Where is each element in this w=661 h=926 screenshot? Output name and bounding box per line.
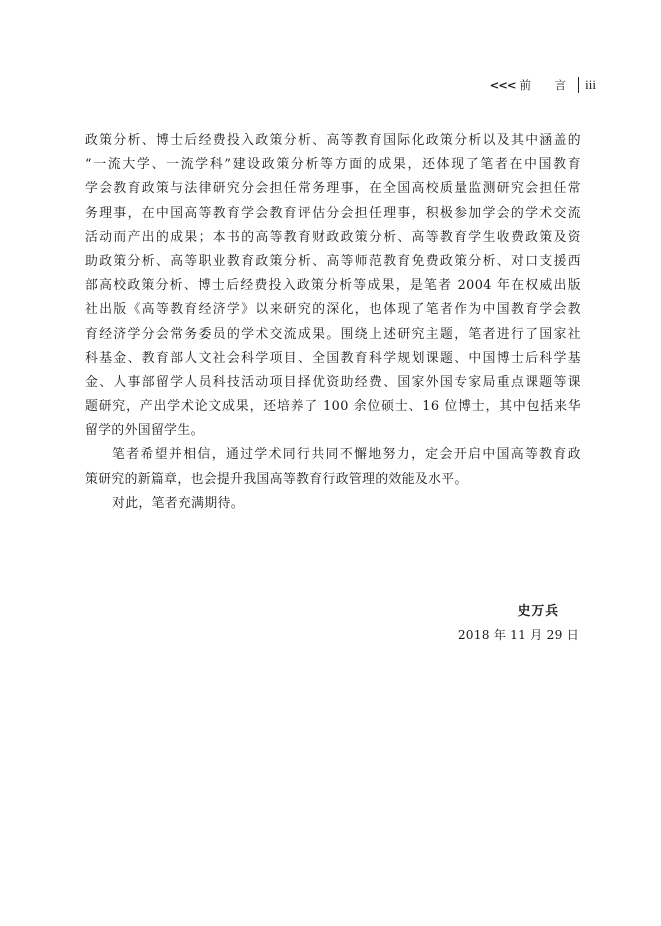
text-line: 题研究，产出学术论文成果，还培养了 100 余位硕士、16 位博士，其中包括来华 [85, 399, 581, 415]
text-line: 留学的外国留学生。 [85, 423, 204, 439]
text-line: 育经济学分会常务委员的学术交流成果。围绕上述研究主题，笔者进行了国家社 [85, 326, 581, 342]
text-line: 科基金、教育部人文社会科学项目、全国教育科学规划课题、中国博士后科学基 [85, 350, 581, 366]
text-line: 笔者希望并相信，通过学术同行共同不懈地努力，定会开启中国高等教育政 [112, 447, 581, 463]
text-line: 金、人事部留学人员科技活动项目择优资助经费、国家外国专家局重点课题等课 [85, 374, 581, 390]
text-line: 活动而产出的成果；本书的高等教育财政政策分析、高等教育学生收费政策及资 [85, 229, 581, 245]
text-line: 对此，笔者充满期待。 [112, 495, 244, 511]
signature-date: 2018 年 11 月 29 日 [457, 628, 579, 642]
chapter-arrows-icon: <<< [489, 78, 516, 92]
text-line: 策研究的新篇章，也会提升我国高等教育行政管理的效能及水平。 [85, 471, 468, 487]
text-line: 部高校政策分析、博士后经费投入政策分析等成果，是笔者 2004 年在权威出版 [85, 278, 581, 294]
text-line: “一流大学、一流学科”建设政策分析等方面的成果，还体现了笔者在中国教育 [85, 157, 581, 173]
running-header [300, 76, 596, 94]
section-title: 前 言 [519, 78, 577, 92]
author-signature: 史万兵 [517, 604, 559, 619]
text-line: 社出版《高等教育经济学》以来研究的深化，也体现了笔者作为中国教育学会教 [85, 302, 581, 318]
text-line: 务理事，在中国高等教育学会教育评估分会担任理事，积极参加学会的学术交流 [85, 205, 581, 221]
text-line: 政策分析、博士后经费投入政策分析、高等教育国际化政策分析以及其中涵盖的 [85, 133, 581, 148]
text-line: 学会教育政策与法律研究分会担任常务理事，在全国高校质量监测研究会担任常 [85, 181, 581, 197]
header-divider [578, 77, 579, 93]
text-line: 助政策分析、高等职业教育政策分析、高等师范教育免费政策分析、对口支援西 [85, 253, 581, 269]
body-text [85, 129, 581, 516]
page-number: iii [585, 77, 596, 92]
